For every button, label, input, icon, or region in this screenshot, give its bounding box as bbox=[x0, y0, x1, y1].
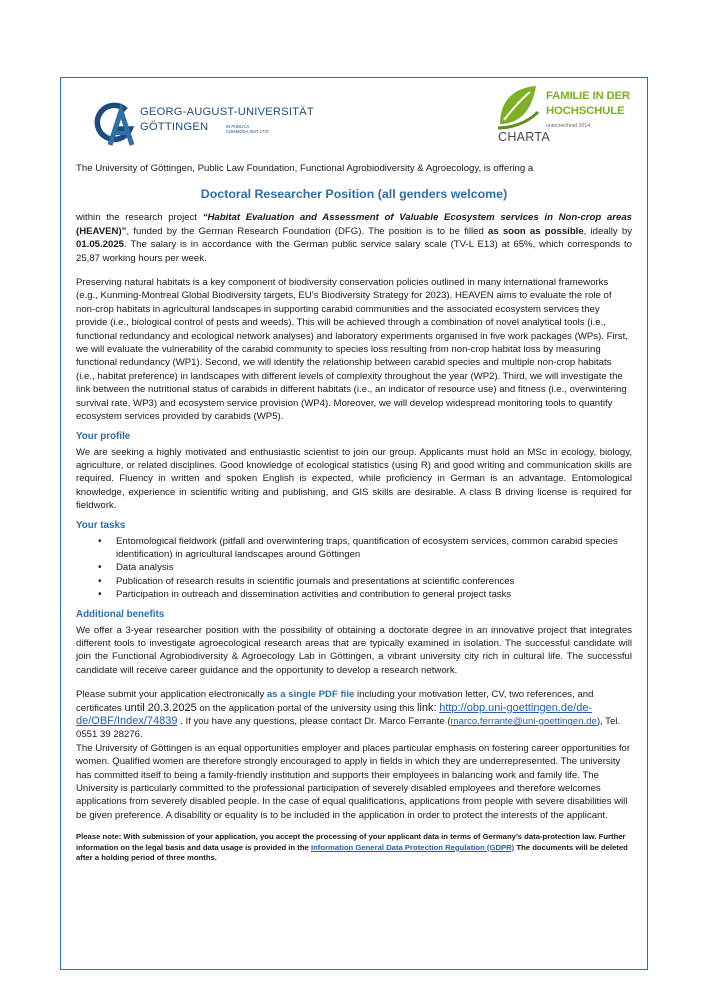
gdpr-link[interactable]: Information General Data Protection Regulation (GDPR) bbox=[310, 842, 515, 852]
pdf-requirement: as a single PDF file bbox=[266, 689, 355, 701]
salary-text: . The salary is in accordance with the German public service salary scale (TV-L E13) at 65%, which corresponds to 25,87 working hours per week. bbox=[76, 239, 632, 264]
application-paragraph bbox=[76, 688, 632, 742]
note-text-1: Please note: With submission of your application, you accept the processing of your applicant data in terms of Germany’s data-protection law. Further information on the legal basis and data usage is provided in the bbox=[76, 832, 626, 852]
data-protection-note bbox=[76, 832, 632, 864]
start-asap: as soon as possible bbox=[488, 225, 584, 237]
charta-title-line2: HOCHSCHULE bbox=[546, 105, 625, 117]
project-prefix: within the research project bbox=[76, 212, 203, 224]
application-text-2: including your motivation letter, CV, two references, and certificates bbox=[76, 689, 594, 714]
position-title: Doctoral Researcher Position (all genders welcome) bbox=[200, 187, 508, 202]
charta-title-line1: FAMILIE IN DER bbox=[546, 90, 630, 102]
job-posting bbox=[76, 80, 632, 864]
start-date: 01.05.2025 bbox=[76, 239, 125, 251]
benefits-heading: Additional benefits bbox=[76, 608, 165, 620]
application-portal-link[interactable]: http://obp.uni-goettingen.de/de-de/OBF/Index/74839 bbox=[76, 701, 593, 727]
university-name-line1: GEORG-AUGUST-UNIVERSITÄT bbox=[140, 106, 314, 118]
tasks-list bbox=[76, 535, 632, 602]
profile-text: We are seeking a highly motivated and enthusiastic scientist to join our group. Applicants must hold an MSc in ecology, biology, agriculture, or related disciplines. Good knowledge of ecological statistics (using R) and good writing and communication skills are required. Fluency in written and spoken English is expected, while proficiency in German is an advantage. Entomological knowledge, experience in scientific writing and publishing, and GIS skills are desirable. A class B driving license is required for fieldwork. bbox=[76, 446, 632, 512]
deadline: until 20.3.2025 bbox=[124, 701, 197, 714]
project-paragraph bbox=[76, 211, 632, 265]
application-text-5: ), Tel. 0551 39 28276. bbox=[76, 716, 621, 741]
benefits-text: We offer a 3-year researcher position with the possibility of obtaining a doctorate degree in an innovative project that integrates different tools to investigate agroecological research areas that are typically examined in isolation. The successful candidate will join the Functional Agrobiodiversity & Agroecology Lab in Göttingen, a vibrant university city rich in cultural life. The successful candidate will receive career guidance and the opportunity to develop a research network. bbox=[76, 624, 632, 676]
start-ideally: , ideally by bbox=[583, 225, 633, 237]
logo-bar bbox=[76, 80, 632, 162]
list-item: • Data analysis bbox=[116, 561, 632, 574]
tasks-heading: Your tasks bbox=[76, 519, 126, 531]
project-acronym: (HEAVEN)” bbox=[76, 225, 127, 237]
university-logo bbox=[90, 101, 320, 147]
application-text-3: on the application portal of the university using this bbox=[196, 702, 417, 714]
ga-monogram-icon bbox=[90, 101, 136, 147]
charta-logo bbox=[494, 82, 634, 156]
list-item: • Entomological fieldwork (pitfall and overwintering traps, quantification of ecosystem services, common carabid species identification) in agricultural landscapes around Göttingen bbox=[116, 535, 632, 562]
equality-statement: The University of Göttingen is an equal opportunities employer and places particular emphasis on fostering career opportunities for women. Qualified women are therefore strongly encouraged to apply in fields in which they are underrepresented. The university has committed itself to being a family-friendly institution and supports their employees in balancing work and family life. The University is particularly committed to the professional participation of severely disabled employees and therefore welcomes applications from severely disabled people. In the case of equal qualifications, applications from people with severe disabilities will be given preference. A disability or equality is to be included in the application in order to protect the interests of the applicant. bbox=[76, 742, 631, 821]
contact-email-link[interactable]: marco.ferrante@uni-goettingen.de bbox=[450, 716, 597, 727]
description-paragraph: Preserving natural habitats is a key component of biodiversity conservation policies outlined in many international frameworks (e.g., Kunming-Montreal Global Biodiversity targets, EU’s Biodiversity Strategy for 2023). HEAVEN aims to evaluate the role of non-crop habitats in agricultural landscapes in supporting carabid communities and the associated ecosystem services they provide (i.e., biological control of pests and weeds). This will be achieved through a combination of novel analytical tools (i.e., functional redundancy and ecological network analyses) and laboratory experiments organised in five work packages (WPs). First, we will evaluate the vulnerability of the carabid community to species loss resulting from non-crop habitat loss by measuring functional redundancy (WP1). Second, we will identify the relationship between carabid species and multiple non-crop habitats (i.e., habitat preference) in landscapes with different levels of complexity throughout the year (WP2). Third, we will investigate the link between the nutritional status of carabids in different habitats (i.e., an indicator of resource use) and fitness (i.e., overwintering survival rate, WP3) and ecosystem service provision (WP4). Moreover, we will develop widespread monitoring tools to quantify ecosystem services provided by carabids (WP5). bbox=[76, 277, 628, 423]
charta-sub: unterzeichnet 2014 bbox=[546, 123, 591, 129]
intro-text: The University of Göttingen, Public Law Foundation, Functional Agrobiodiversity & Agroecology, is offering a bbox=[76, 163, 534, 174]
leaf-icon bbox=[496, 84, 540, 130]
note-text-2: The documents will be deleted after a holding period of three months. bbox=[76, 842, 628, 863]
link-label: link: bbox=[416, 701, 437, 714]
list-item: • Publication of research results in scientific journals and presentations at scientific conferences bbox=[116, 575, 632, 588]
project-funding: , funded by the German Research Foundation (DFG). The position is to be filled bbox=[126, 225, 489, 237]
application-text-1: Please submit your application electronically bbox=[76, 689, 267, 701]
profile-heading: Your profile bbox=[76, 430, 131, 442]
application-text-4: . If you have any questions, please contact Dr. Marco Ferrante ( bbox=[177, 716, 451, 727]
list-item: • Participation in outreach and dissemination activities and contribution to general project tasks bbox=[116, 588, 632, 601]
charta-word: CHARTA bbox=[498, 130, 551, 144]
project-name: “Habitat Evaluation and Assessment of Valuable Ecosystem services in Non-crop areas bbox=[202, 212, 632, 224]
university-tagline: IN PUBLICA COMMODA SEIT 1737 bbox=[226, 124, 269, 134]
university-name-line2: GÖTTINGEN bbox=[140, 121, 209, 133]
